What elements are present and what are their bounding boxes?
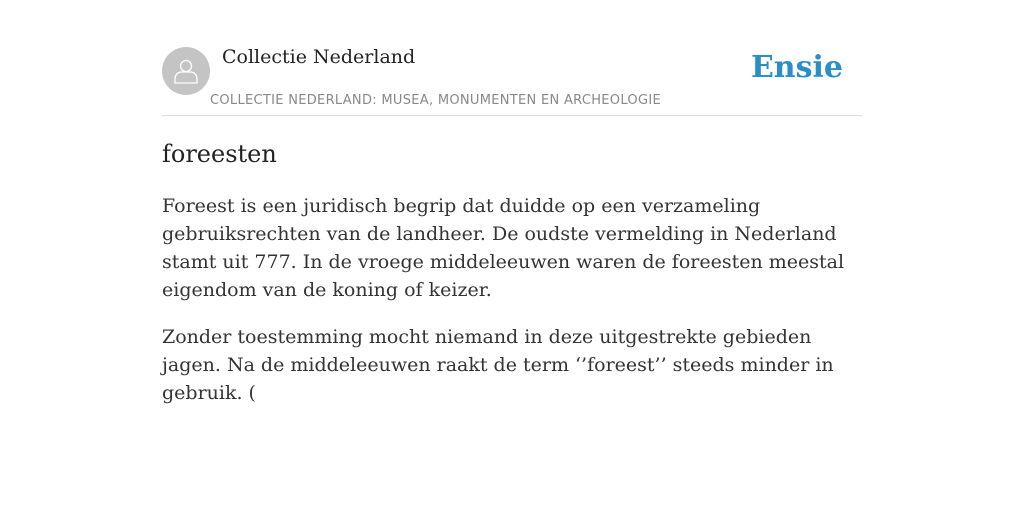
header	[162, 0, 862, 116]
ensie-logo[interactable]: Ensie	[750, 50, 843, 85]
page-title: foreesten	[162, 140, 277, 168]
author-name[interactable]: Collectie Nederland	[222, 46, 416, 68]
paragraph: Zonder toestemming mocht niemand in deze uitgestrekte gebieden jagen. Na de middeleeuwen raakt de term ‘’foreest’’ steeds minder in gebruik. (	[162, 326, 834, 404]
article-body	[162, 192, 862, 426]
user-icon	[171, 56, 201, 86]
paragraph: Foreest is een juridisch begrip dat duidde op een verzameling gebruiksrechten van de landheer. De oudste vermelding in Nederland stamt uit 777. In de vroege middeleeuwen waren de foreesten meestal eigendom van de koning of keizer.	[162, 195, 845, 301]
avatar[interactable]	[162, 47, 210, 95]
page	[162, 0, 862, 404]
collection-label[interactable]: COLLECTIE NEDERLAND: MUSEA, MONUMENTEN EN ARCHEOLOGIE	[210, 93, 661, 108]
